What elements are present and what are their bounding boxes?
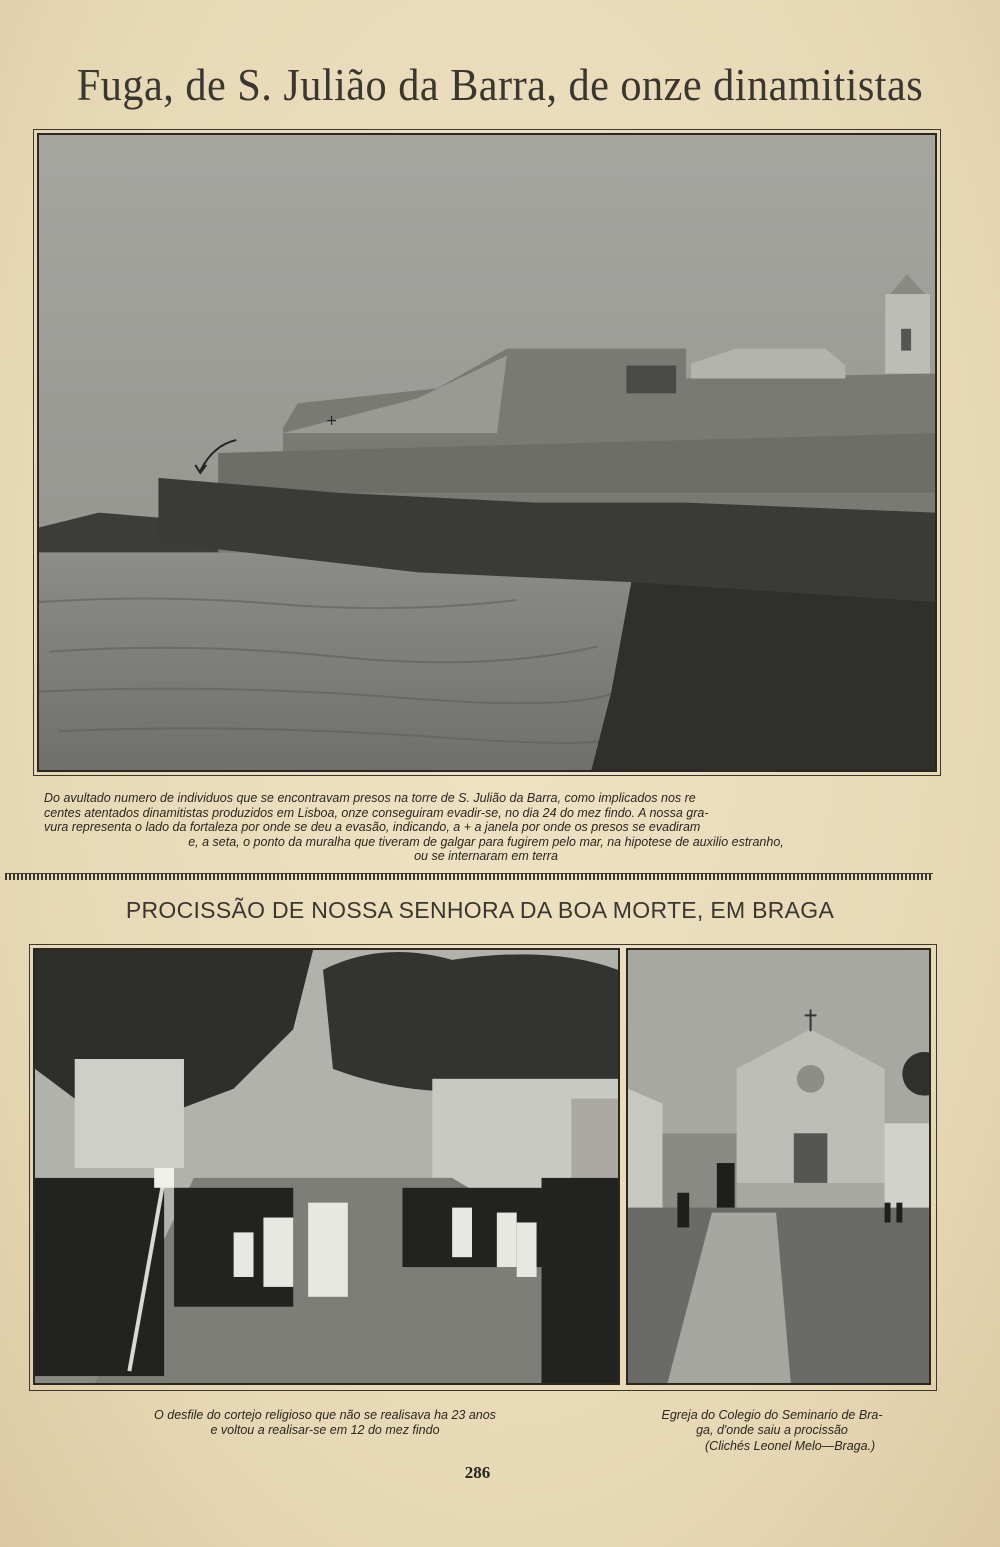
svg-text:+: + — [325, 413, 338, 430]
page-number: 286 — [464, 1463, 491, 1482]
church-image — [628, 950, 929, 1383]
procession-image — [35, 950, 618, 1383]
fortress-caption — [44, 791, 928, 864]
photo-credit: (Clichés Leonel Melo—Braga.) — [705, 1439, 876, 1453]
fortress-photo — [37, 133, 937, 772]
caption-line: ga, d'onde saiu a procissão — [696, 1422, 848, 1437]
procession-caption — [60, 1408, 590, 1437]
caption-line: ou se internaram em terra — [414, 849, 558, 863]
caption-line: e, a seta, o ponto da muralha que tiveram de galgar para fugirem pelo mar, na hipotese de auxilio estranho, — [188, 834, 784, 849]
church-caption — [612, 1408, 932, 1437]
church-photo — [626, 948, 931, 1385]
caption-line: O desfile do cortejo religioso que não se realisava ha 23 anos — [154, 1408, 496, 1422]
caption-line: e voltou a realisar-se em 12 do mez findo — [210, 1422, 440, 1437]
article-title-procissao: PROCISSÃO DE NOSSA SENHORA DA BOA MORTE, EM BRAGA — [125, 897, 835, 923]
caption-line: centes atentados dinamitistas produzidos em Lisboa, onze conseguiram evadir-se, no dia 24 do mez findo. A nossa gra- — [44, 805, 709, 820]
caption-line: Do avultado numero de individuos que se encontravam presos na torre de S. Julião da Barra, como implicados nos re — [44, 791, 696, 805]
section-divider — [5, 873, 933, 880]
fortress-image — [39, 135, 935, 770]
caption-line: vura representa o lado da fortaleza por onde se deu a evasão, indicando, a + a janela por onde os presos se evadiram — [44, 820, 701, 834]
procession-photo — [33, 948, 620, 1385]
caption-line: Egreja do Colegio do Seminario de Bra- — [661, 1408, 883, 1422]
article-title-fuga: Fuga, de S. Julião da Barra, de onze dinamitistas — [76, 59, 924, 110]
